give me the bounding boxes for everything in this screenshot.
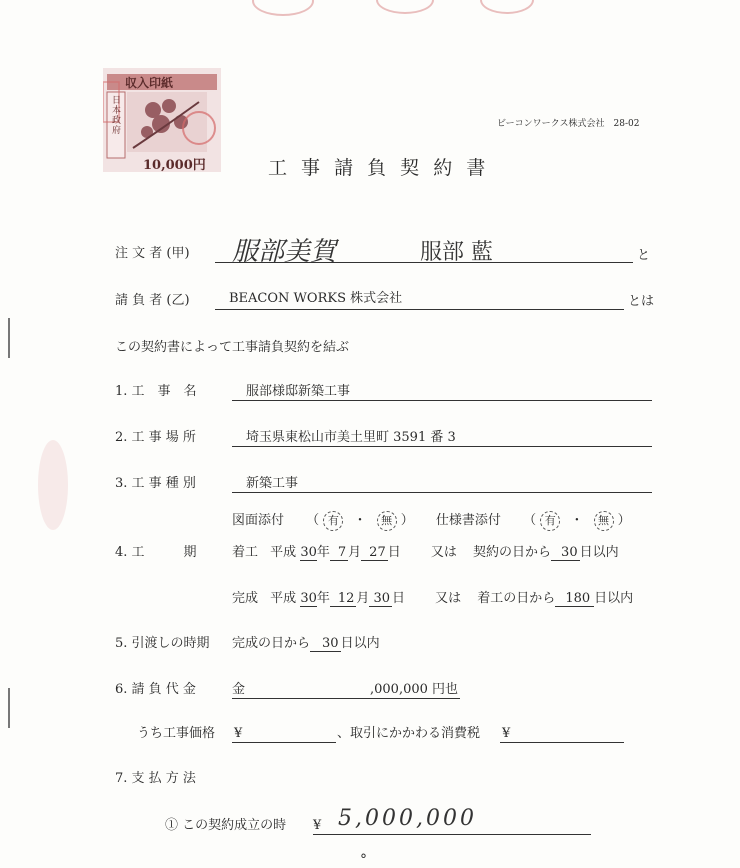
year-unit: 年: [316, 545, 330, 560]
work-site-value: 埼玉県東松山市美土里町 3591 番 3: [246, 430, 456, 445]
within-label: 日以内: [579, 545, 619, 560]
era-label: 平成: [270, 591, 297, 606]
close-paren: ）: [617, 513, 631, 528]
payment-first-label: ① この契約成立の時: [165, 818, 287, 833]
or-text: 又は: [435, 591, 462, 606]
specs-no-option: 無: [594, 511, 614, 531]
orderer-suffix: と: [637, 248, 651, 263]
contract-statement: この契約書によって工事請負契約を結ぶ: [115, 340, 350, 355]
specs-label: 仕様書添付: [435, 513, 501, 528]
contractor-name: BEACON WORKS 株式会社: [229, 291, 403, 306]
payment-first-line: [313, 834, 591, 835]
stamp-value: 10,000円: [143, 158, 206, 173]
page-title: 工 事 請 負 契 約 書: [268, 157, 490, 179]
payment-first-amount: 5,000,000: [338, 806, 477, 831]
period-start-row: [232, 545, 619, 561]
price-label: 6. 請 負 代 金: [115, 682, 196, 697]
company-code: ビーコンワークス株式会社 28-02: [497, 119, 640, 129]
end-year: 30: [300, 591, 317, 606]
separator-dot: ・: [353, 513, 367, 528]
drawings-no-option: 無: [377, 511, 397, 531]
or-text: 又は: [430, 545, 457, 560]
cut-off-handwriting: °: [360, 852, 367, 868]
attachments-row: [232, 511, 631, 531]
tax-yen: ¥: [502, 726, 511, 741]
work-site-label: 2. 工 事 場 所: [115, 430, 196, 445]
work-name-value: 服部様邸新築工事: [246, 384, 351, 399]
payment-first-yen: ¥: [313, 818, 322, 833]
work-type-label: 3. 工 事 種 別: [115, 476, 196, 491]
work-site-line: [232, 446, 652, 447]
from-contract-label: 契約の日から: [473, 545, 552, 560]
tax-label: 、取引にかかわる消費税: [337, 726, 481, 741]
seal-stamp-partial: [252, 0, 314, 16]
handover-prefix: 完成の日から: [232, 636, 311, 651]
start-month: 7: [330, 545, 348, 561]
specs-yes-option: 有: [540, 511, 560, 531]
price-kin: 金: [232, 682, 246, 697]
price-line: [232, 698, 460, 699]
construction-price-label: うち工事価格: [137, 726, 216, 741]
construction-price-yen: ¥: [234, 726, 243, 741]
start-days: 180: [555, 591, 594, 607]
start-label: 着工: [232, 545, 259, 560]
end-day: 30: [369, 591, 392, 607]
end-month: 12: [330, 591, 357, 607]
work-name-label: 1. 工 事 名: [115, 384, 197, 399]
seal-stamp-partial: [480, 0, 534, 14]
day-unit: 日: [387, 545, 401, 560]
orderer-label: 注 文 者 (甲): [115, 246, 190, 261]
tax-line: [500, 742, 624, 743]
handover-days: 30: [310, 636, 341, 652]
work-type-value: 新築工事: [246, 476, 299, 491]
within-label: 日以内: [594, 591, 634, 606]
contract-days: 30: [551, 545, 580, 561]
start-year: 30: [300, 545, 317, 560]
stamp-country: 日本政府: [112, 96, 122, 136]
orderer-signature-2: 服部 藍: [420, 240, 493, 265]
era-label: 平成: [270, 545, 297, 560]
revenue-stamp: [103, 68, 221, 172]
year-unit: 年: [316, 591, 330, 606]
faded-stamp: [38, 440, 68, 530]
open-paren: （: [306, 513, 320, 528]
margin-mark: [8, 318, 10, 358]
payment-label: 7. 支 払 方 法: [115, 771, 196, 786]
month-unit: 月: [348, 545, 362, 560]
contractor-line: [215, 309, 624, 310]
open-paren: （: [523, 513, 537, 528]
contractor-suffix: とは: [628, 294, 655, 309]
contractor-label: 請 負 者 (乙): [115, 293, 190, 308]
margin-mark: [8, 688, 10, 728]
from-start-label: 着工の日から: [477, 591, 556, 606]
handover-label: 5. 引渡しの時期: [115, 636, 210, 651]
handover-row: [232, 636, 380, 652]
close-paren: ）: [400, 513, 414, 528]
period-end-row: [232, 591, 633, 607]
price-suffix: 円也: [432, 682, 459, 697]
work-name-line: [232, 400, 652, 401]
orderer-signature-1: 服部美賀: [232, 237, 337, 267]
seal-stamp-partial: [376, 0, 434, 14]
stamp-label: 収入印紙: [125, 76, 174, 90]
price-amount: ,000,000: [370, 682, 428, 697]
separator-dot: ・: [570, 513, 584, 528]
drawings-yes-option: 有: [323, 511, 343, 531]
start-day: 27: [361, 545, 388, 561]
end-label: 完成: [232, 591, 259, 606]
drawings-label: 図面添付: [232, 513, 285, 528]
handover-suffix: 日以内: [340, 636, 380, 651]
month-unit: 月: [356, 591, 370, 606]
period-label: 4. 工 期: [115, 545, 197, 560]
construction-price-line: [232, 742, 336, 743]
day-unit: 日: [391, 591, 405, 606]
work-type-line: [232, 492, 652, 493]
